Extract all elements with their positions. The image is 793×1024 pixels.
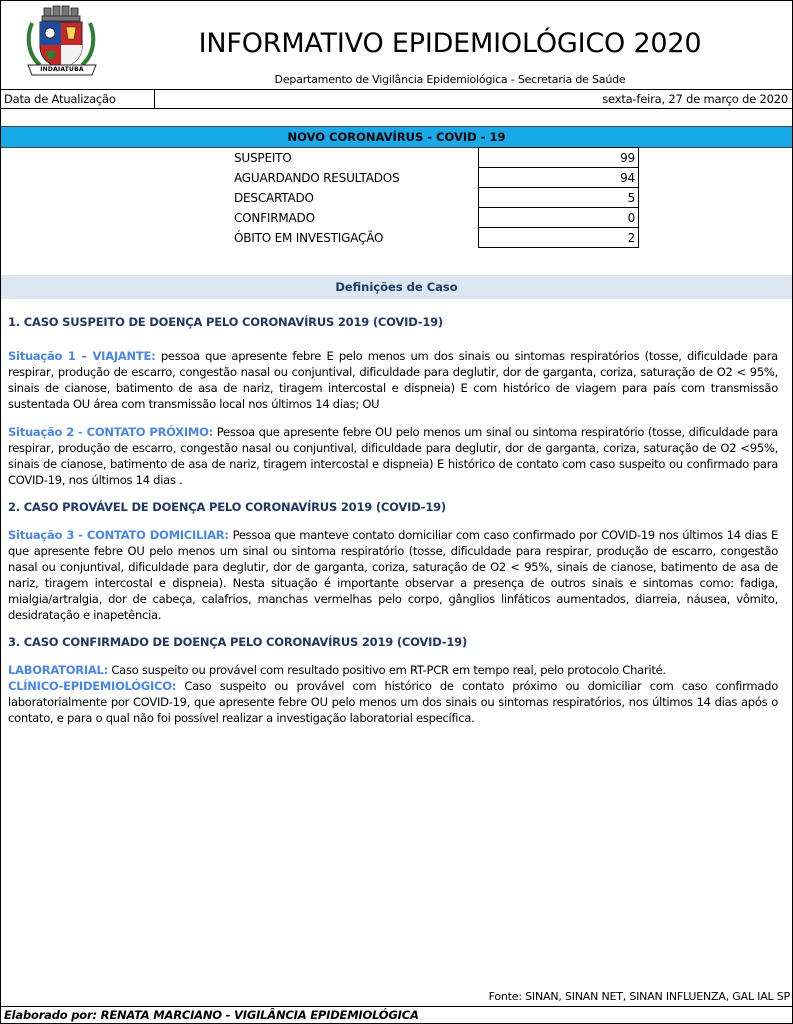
document-title: INFORMATIVO EPIDEMIOLÓGICO 2020	[198, 28, 702, 59]
footer-divider	[1, 1006, 792, 1007]
situation-3-paragraph	[8, 527, 778, 623]
section-heading-confirmed: 3. CASO CONFIRMADO DE DOENÇA PELO CORONAVÍRUS 2019 (COVID-19)	[8, 635, 468, 649]
stat-label: SUSPEITO	[234, 150, 292, 165]
situation-2-paragraph	[8, 424, 778, 488]
laboratorial-paragraph	[8, 662, 778, 678]
stat-value: 99	[479, 148, 639, 168]
update-date: sexta-feira, 27 de março de 2020	[602, 92, 788, 106]
definitions-header: Definições de Caso	[1, 275, 792, 299]
stat-label: DESCARTADO	[234, 190, 314, 205]
table-row	[230, 188, 639, 208]
table-row	[230, 148, 639, 168]
situation-1-paragraph	[8, 348, 778, 412]
stat-label: ÓBITO EM INVESTIGAÇÃO	[234, 230, 384, 245]
laboratorial-text: Caso suspeito ou provável com resultado positivo em RT-PCR em tempo real, pelo protocolo Charité.	[107, 663, 666, 677]
update-divider	[154, 90, 155, 108]
situation-2-text: Pessoa que apresente febre OU pelo menos um sinal ou sintoma respiratório (tosse, dificuldade para respirar, produção de escarro, congestão nasal ou conjuntival, dificuldade para deglutir, dor de garganta, coriza, saturação de O2 <95%, sinais de cianose, batimento de asa de nariz, tiragem intercostal e dispneia) E histórico de contato com caso suspeito ou confirmado para COVID-19, nos últimos 14 dias .	[8, 425, 778, 487]
laboratorial-label: LABORATORIAL:	[8, 663, 108, 677]
definitions-content	[8, 315, 778, 726]
situation-1-label: Situação 1 – VIAJANTE:	[8, 349, 156, 363]
update-label: Data de Atualização	[4, 92, 116, 106]
author-note: Elaborado por: RENATA MARCIANO - VIGILÂNCIA EPIDEMIOLÓGICA	[4, 1008, 419, 1022]
section-heading-probable: 2. CASO PROVÁVEL DE DOENÇA PELO CORONAVÍRUS 2019 (COVID-19)	[8, 500, 446, 514]
document-subtitle: Departamento de Vigilância Epidemiológica - Secretaria de Saúde	[274, 73, 626, 86]
table-row	[230, 208, 639, 228]
situation-3-text: Pessoa que manteve contato domiciliar com caso confirmado por COVID-19 nos últimos 14 dias E que apresente febre OU pelo menos um sinal ou sintoma respiratório (tosse, dificuldade para respirar, produção de escarro, congestão nasal ou conjuntival, dificuldade para deglutir, dor de garganta, coriza, saturação de O2 < 95%, sinais de cianose, batimento de asa de nariz, tiragem intercostal e dispneia). Nesta situação é importante observar a presença de outros sinais e sintomas como: fadiga, mialgia/artralgia, dor de cabeça, calafrios, manchas vermelhas pelo corpo, gânglios linfáticos aumentados, diarreia, náusea, vômito, desidratação e inapetência.	[8, 528, 779, 622]
stat-value: 94	[479, 168, 639, 188]
situation-3-label: Situação 3 - CONTATO DOMICILIAR:	[8, 528, 229, 542]
section-heading-suspect: 1. CASO SUSPEITO DE DOENÇA PELO CORONAVÍRUS 2019 (COVID-19)	[8, 315, 443, 329]
covid-stats-table	[230, 147, 639, 248]
clinical-text: Caso suspeito ou provável com histórico de contato próximo ou domiciliar com caso confirmado laboratorialmente por COVID-19, que apresente febre OU pelo menos um dos sinais ou sintomas respiratórios, nos últimos 14 dias após o contato, e para o qual não foi possível realizar a investigação laboratorial específica.	[8, 679, 778, 725]
source-note: Fonte: SINAN, SINAN NET, SINAN INFLUENZA, GAL IAL SP	[488, 990, 790, 1003]
clinical-paragraph	[8, 678, 778, 726]
stat-value: 2	[479, 228, 639, 248]
table-row	[230, 228, 639, 248]
situation-1-text: pessoa que apresente febre E pelo menos um dos sinais ou sintomas respiratórios (tosse, dificuldade para respirar, produção de escarro, congestão nasal ou conjuntival, dificuldade para deglutir, dor de garganta, coriza, saturação de O2 < 95%, sinais de cianose, batimento de asa de nariz, tiragem intercostal e dispneia) E com histórico de viagem para país com transmissão sustentada OU área com transmissão local nos últimos 14 dias; OU	[8, 349, 778, 411]
table-row	[230, 168, 639, 188]
clinical-label: CLÍNICO-EPIDEMIOLÓGICO:	[8, 679, 177, 693]
update-row	[1, 89, 792, 109]
stat-label: CONFIRMADO	[234, 210, 315, 225]
crest-banner-text: INDAIATUBA	[40, 66, 84, 73]
situation-2-label: Situação 2 - CONTATO PRÓXIMO:	[8, 425, 214, 439]
stat-value: 5	[479, 188, 639, 208]
stat-value: 0	[479, 208, 639, 228]
stat-label: AGUARDANDO RESULTADOS	[234, 170, 400, 185]
covid-section-header: NOVO CORONAVÍRUS - COVID - 19	[1, 126, 792, 148]
